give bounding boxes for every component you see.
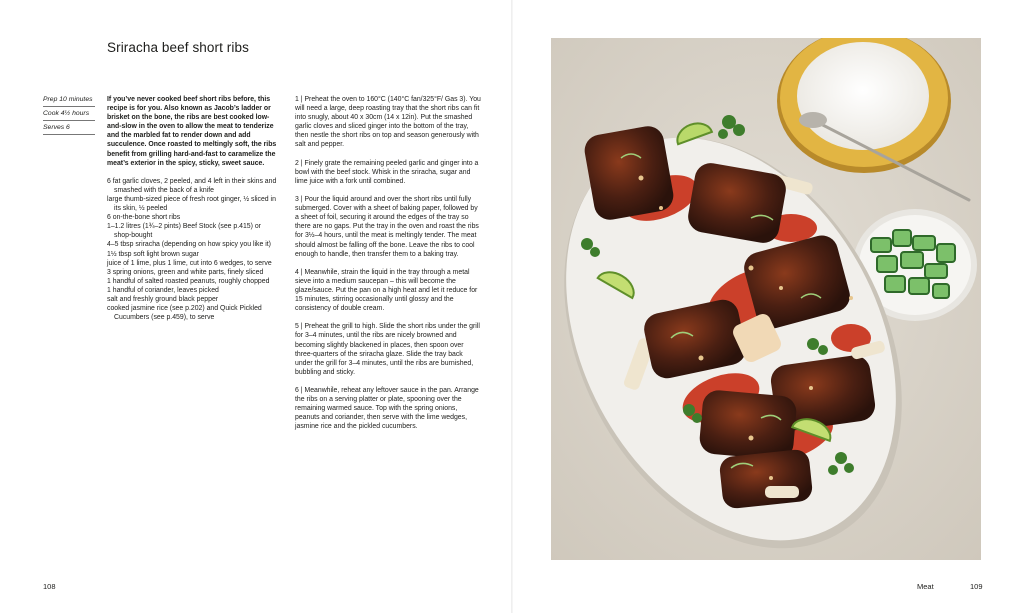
method-step-6: 6 | Meanwhile, reheat any leftover sauce in the pan. Arrange the ribs on a serving platter or plate, spooning over the remaining warmed sauce. Top with the spring onions, peanuts and coriander, then serve with the lime wedges, jasmine rice and the pickled cucumbers. bbox=[295, 387, 479, 431]
method-step-5: 5 | Preheat the grill to high. Slide the short ribs under the grill for 3–4 minutes, until the ribs are nicely browned and becoming slightly blackened in places, then spoon over three-quarters of the sriracha glaze. Slide the tray back under the grill for 3–4 minutes, until the ribs are burnished, bubbling and sticky. bbox=[295, 323, 480, 376]
ingredient-list bbox=[107, 177, 279, 323]
ingredient-item: 6 fat garlic cloves, 2 peeled, and 4 left in their skins and smashed with the back of a knife bbox=[107, 177, 277, 194]
recipe-title: Sriracha beef short ribs bbox=[107, 40, 249, 55]
ingredient-item: 1½ tbsp soft light brown sugar bbox=[107, 250, 199, 258]
recipe-photo bbox=[551, 38, 981, 560]
left-page-number: 108 bbox=[43, 582, 56, 591]
prep-time: Prep 10 minutes bbox=[43, 93, 95, 107]
ingredient-item: 3 spring onions, green and white parts, finely sliced bbox=[107, 268, 264, 276]
ingredient-item: salt and freshly ground black pepper bbox=[107, 295, 219, 303]
section-name: Meat bbox=[917, 582, 934, 591]
method-step-2: 2 | Finely grate the remaining peeled garlic and ginger into a bowl with the beef stock. Whisk in the sriracha, sugar and lime juice with a fork until combined. bbox=[295, 159, 479, 185]
recipe-meta bbox=[43, 93, 95, 135]
ingredient-item: cooked jasmine rice (see p.202) and Quick Pickled Cucumbers (see p.459), to serve bbox=[107, 305, 262, 322]
method-step-1: 1 | Preheat the oven to 160°C (140°C fan/325°F/ Gas 3). You will need a large, deep roasting tray that the short ribs can fit into snugly, about 40 x 30cm (14 x 12in). Put the smashed garlic cloves and sliced ginger into the bottom of the tray, then nestle the short ribs on top and season generously with salt and pepper. bbox=[295, 96, 481, 149]
right-page-number: 109 bbox=[970, 582, 983, 591]
method-column bbox=[295, 95, 481, 441]
ingredient-item: juice of 1 lime, plus 1 lime, cut into 6 wedges, to serve bbox=[107, 259, 272, 267]
ingredient-item: large thumb-sized piece of fresh root ginger, ½ sliced in its skin, ½ peeled bbox=[107, 195, 276, 213]
ingredient-item: 4–5 tbsp sriracha (depending on how spicy you like it) bbox=[107, 241, 271, 249]
method-step-4: 4 | Meanwhile, strain the liquid in the tray through a metal sieve into a medium saucepan – this will become the glaze/sauce. Put the pan on a high heat and let it reduce for 15 minutes, stirring occasionally until glossy and the consistency of double cream. bbox=[295, 268, 478, 313]
ingredient-item: 6 on-the-bone short ribs bbox=[107, 214, 181, 222]
recipe-intro: If you’ve never cooked beef short ribs before, this recipe is for you. Also known as Jacob’s ladder or brisket on the bone, the ribs are best cooked low-and-slow in the oven to allow the meat to tenderize and the marbled fat to render down and add succulence. Once roasted to meltingly soft, the ribs benefit from grilling hard-and-fast to caramelize the meat’s exterior in the spicy, sticky, sweet sauce. bbox=[107, 96, 277, 167]
ingredient-item: 1–1.2 litres (1¾–2 pints) Beef Stock (see p.415) or shop-bought bbox=[107, 223, 261, 240]
method-step-3: 3 | Pour the liquid around and over the short ribs until fully submerged. Cover with a sheet of baking paper, followed by a sheet of foil, securing it around the edges of the tray so there are no gaps. Put the tray in the oven and roast the ribs for 3½–4 hours, until the meat is meltingly tender. The meat should almost be falling off the bone. Leave the ribs to cool enough to handle, then transfer them to a baking tray. bbox=[295, 196, 479, 258]
ingredient-item: 1 handful of coriander, leaves picked bbox=[107, 286, 219, 294]
cook-time: Cook 4½ hours bbox=[43, 107, 95, 121]
ingredient-item: 1 handful of salted roasted peanuts, roughly chopped bbox=[107, 277, 270, 285]
servings: Serves 6 bbox=[43, 121, 95, 135]
intro-and-ingredients-column bbox=[107, 95, 279, 322]
